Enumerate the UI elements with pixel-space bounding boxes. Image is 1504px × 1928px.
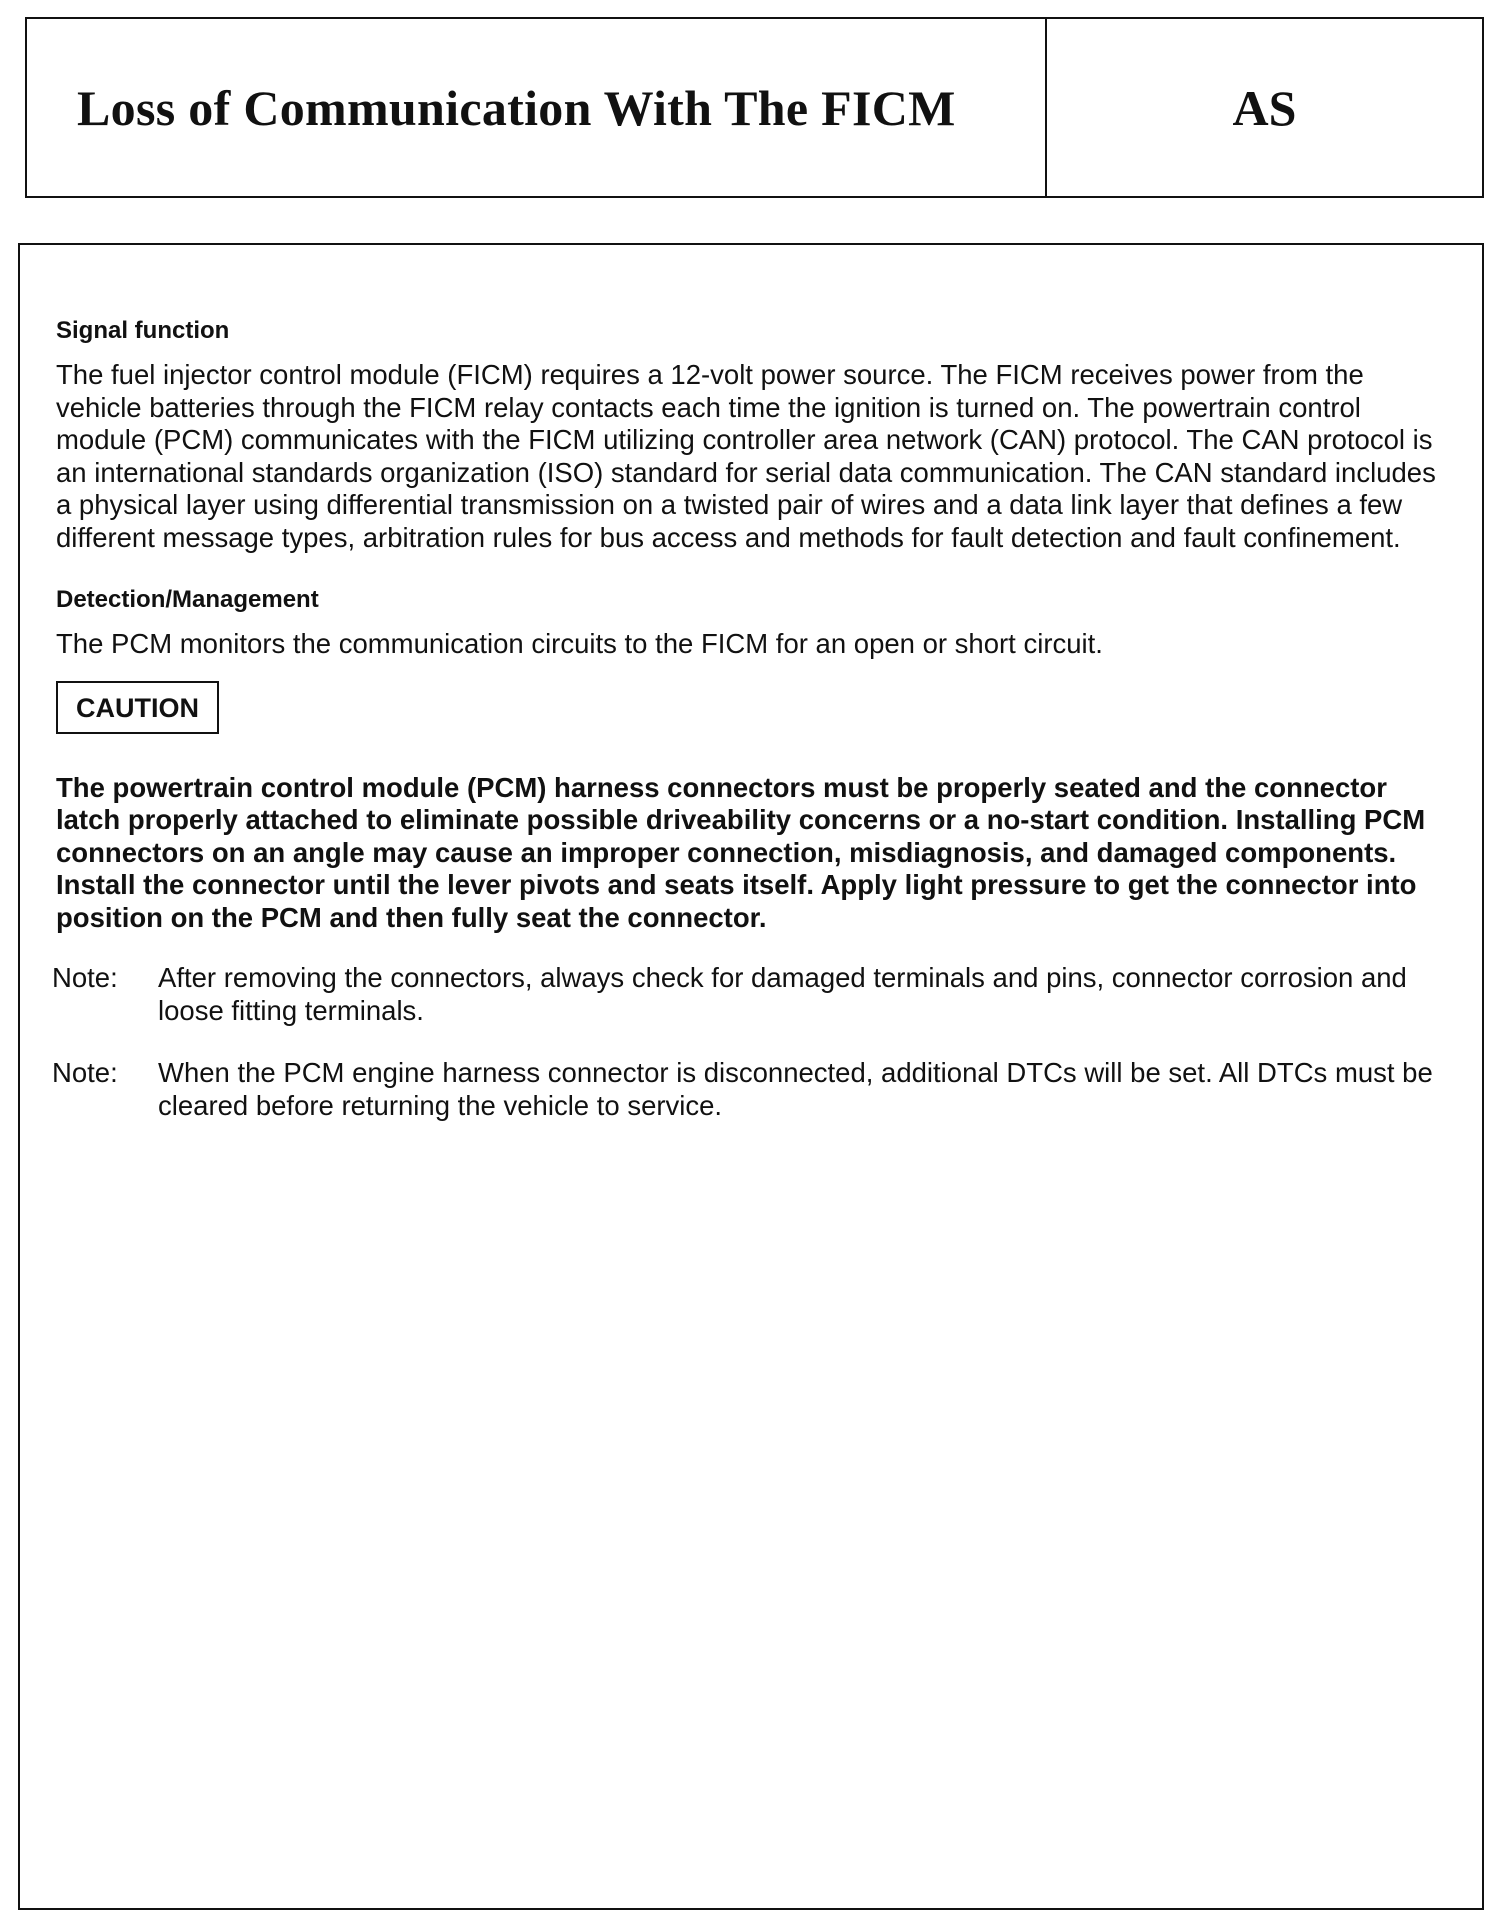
signal-function-text: The fuel injector control module (FICM) requires a 12-volt power source. The FICM receives power from the vehicle batteries through the FICM relay contacts each time the ignition is turned on. The powertrain control module (PCM) communicates with the FICM utilizing controller area network (CAN) protocol. The CAN protocol is an international standards organization (ISO) standard for serial data communication. The CAN standard includes a physical layer using differential transmission on a twisted pair of wires and a data link layer that defines a few different message types, arbitration rules for bus access and methods for fault detection and fault confinement. (56, 359, 1436, 553)
signal-function-section (56, 317, 1448, 554)
note-text: When the PCM engine harness connector is disconnected, additional DTCs will be set. All DTCs must be cleared before returning the vehicle to service. (158, 1057, 1433, 1121)
page-title: Loss of Communication With The FICM (77, 79, 956, 136)
note-item (52, 962, 1448, 1027)
detection-section (56, 586, 1448, 661)
section-code: AS (1232, 79, 1297, 136)
caution-text: The powertrain control module (PCM) harness connectors must be properly seated and the connector latch properly attached to eliminate possible driveability concerns or a no-start condition. Installing PCM connectors on an angle may cause an improper connection, misdiagnosis, and damaged components. Install the connector until the lever pivots and seats itself. Apply light pressure to get the connector into position on the PCM and then fully seat the connector. (56, 771, 1426, 933)
note-text: After removing the connectors, always check for damaged terminals and pins, connector corrosion and loose fitting terminals. (158, 962, 1407, 1026)
detection-text: The PCM monitors the communication circuits to the FICM for an open or short circuit. (56, 628, 1103, 659)
caution-badge: CAUTION (56, 681, 219, 734)
note-label: Note: (52, 962, 118, 993)
note-item (52, 1057, 1448, 1122)
header-title-cell (27, 19, 1047, 196)
detection-heading: Detection/Management (56, 586, 319, 613)
header-code-cell (1047, 19, 1482, 196)
content-box (18, 243, 1484, 1910)
header-box (25, 17, 1484, 198)
note-label: Note: (52, 1057, 118, 1088)
signal-function-heading: Signal function (56, 317, 230, 344)
